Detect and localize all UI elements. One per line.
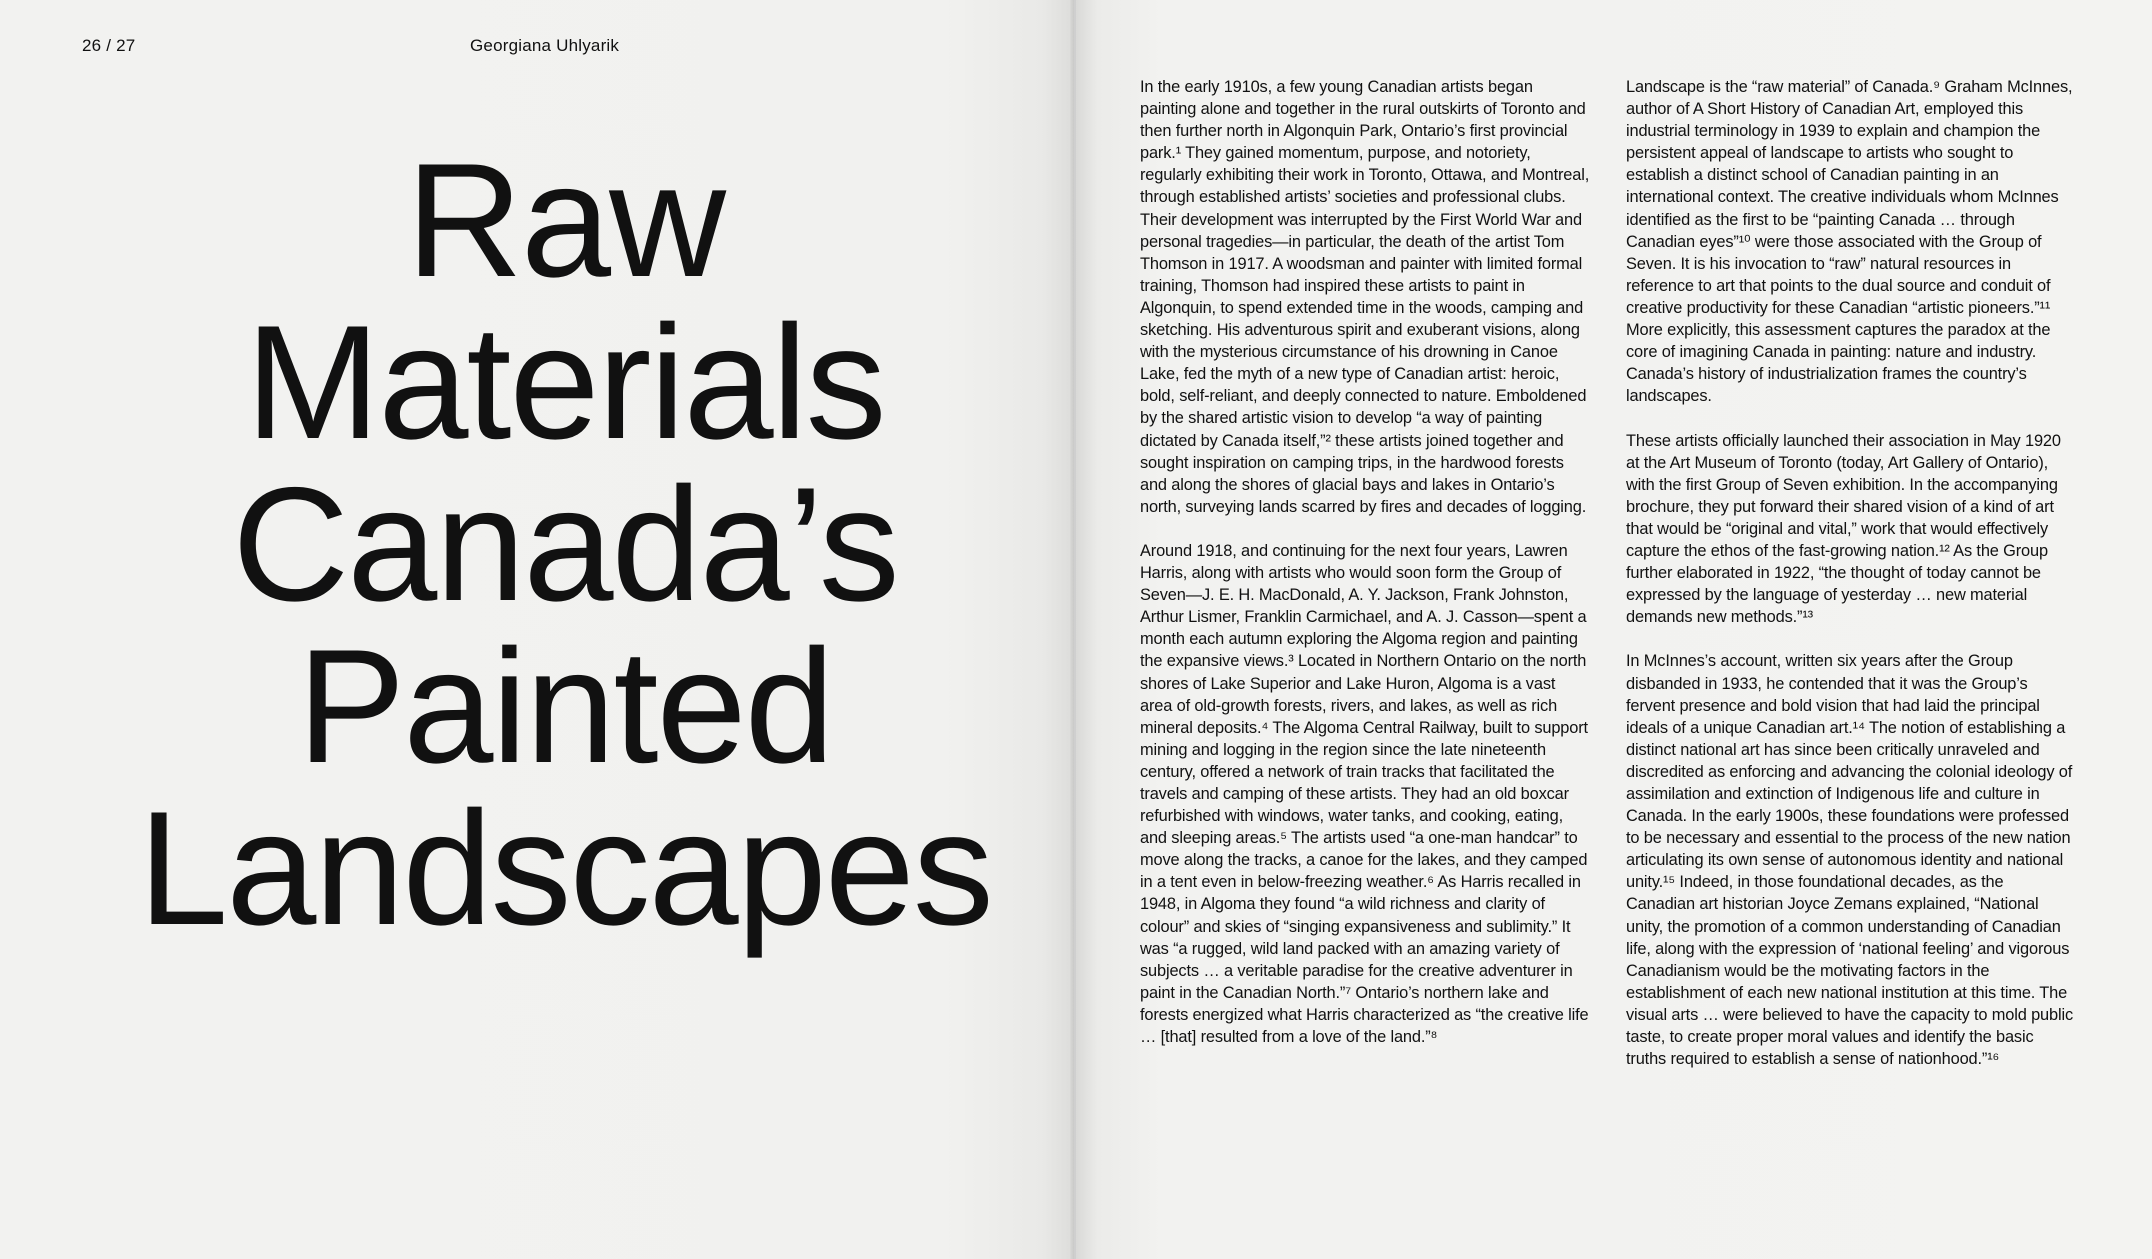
body-paragraph: These artists officially launched their association in May 1920 at the Art Museum of Toronto (today, Art Gallery of Ontario), with the first Group of Seven exhibition. In the accompanying brochure, they put forward their shared vision of a kind of art that would be “original and vital,” work that would effectively capture the ethos of the fast-growing nation.¹² As the Group further elaborated in 1922, “the thought of today cannot be expressed by the language of yesterday … new material demands new methods.”¹³ — [1626, 431, 2061, 627]
article-title — [70, 130, 1060, 959]
title-line: Raw — [405, 130, 725, 311]
title-line: Painted — [297, 616, 833, 797]
text-column-left — [1140, 76, 1590, 1048]
author-running-head: Georgiana Uhlyarik — [470, 36, 620, 55]
title-line: Landscapes — [138, 778, 992, 959]
body-paragraph: Around 1918, and continuing for the next four years, Lawren Harris, along with artists who would soon form the Group of Seven—J. E. H. MacDonald, A. Y. Jackson, Frank Johnston, Arthur Lismer, Franklin Carmichael, and A. J. Casson—spent a month each autumn exploring the Algoma region and painting the expansive views.³ Located in Northern Ontario on the north shores of Lake Superior and Lake Huron, Algoma is a vast area of old-growth forests, rivers, and lakes, as well as rich mineral deposits.⁴ The Algoma Central Railway, built to support mining and logging in the region since the late nineteenth century, offered a network of train tracks that facilitated the travels and camping of these artists. They had an old boxcar refurbished with windows, water tanks, and cooking, eating, and sleeping areas.⁵ The artists used “a one-man handcar” to move along the tracks, a canoe for the lakes, and they camped in a tent even in below-freezing weather.⁶ As Harris recalled in 1948, in Algoma they found “a wild richness and clarity of colour” and skies of “singing expansiveness and sublimity.” It was “a rugged, wild land packed with an amazing variety of subjects … a veritable paradise for the creative adventurer in paint in the Canadian North.”⁷ Ontario’s northern lake and forests energized what Harris characterized as “the creative life … [that] resulted from a love of the land.”⁸ — [1140, 541, 1589, 1047]
title-line: Canada’s — [232, 454, 898, 635]
left-page — [0, 0, 1074, 1259]
body-paragraph: In the early 1910s, a few young Canadian artists began painting alone and together in the rural outskirts of Toronto and then further north in Algonquin Park, Ontario’s first provincial park.¹ They gained momentum, purpose, and notoriety, regularly exhibiting their work in Toronto, Ottawa, and Montreal, through established artists’ societies and professional clubs. Their development was interrupted by the First World War and personal tragedies—in particular, the death of the artist Tom Thomson in 1917. A woodsman and painter with limited formal training, Thomson had inspired these artists to paint in Algonquin, to spend extended time in the woods, camping and sketching. His adventurous spirit and exuberant visions, along with the mysterious circumstance of his drowning in Canoe Lake, fed the myth of a new type of Canadian artist: heroic, bold, self-reliant, and deeply connected to nature. Emboldened by the shared artistic vision to develop “a way of painting dictated by Canada itself,”² these artists joined together and sought inspiration on camping trips, in the hardwood forests and along the shores of glacial bays and lakes in Ontario’s north, surveying lands scarred by fires and decades of logging. — [1140, 78, 1590, 516]
body-paragraph: In McInnes’s account, written six years after the Group disbanded in 1933, he contended that it was the Group’s fervent presence and bold vision that had laid the principal ideals of a unique Canadian art.¹⁴ The notion of establishing a distinct national art has since been critically unraveled and discredited as enforcing and advancing the colonial ideology of assimilation and extinction of Indigenous life and culture in Canada. In the early 1900s, these foundations were professed to be necessary and essential to the process of the new nation articulating its own sense of autonomous identity and national unity.¹⁵ Indeed, in those foundational decades, as the Canadian art historian Joyce Zemans explained, “National unity, the promotion of a common understanding of Canadian life, along with the expression of ‘national feeling’ and vigorous Canadianism would be the motivating factors in the establishment of each new national institution at this time. The visual arts … were believed to have the capacity to mold public taste, to create proper moral values and identify the basic truths required to establish a sense of nationhood.”¹⁶ — [1626, 652, 2073, 1069]
body-paragraph: Landscape is the “raw material” of Canada.⁹ Graham McInnes, author of A Short History of Canadian Art, employed this industrial terminology in 1939 to explain and champion the persistent appeal of landscape to artists who sought to establish a distinct school of Canadian painting in an international context. The creative individuals whom McInnes identified as the first to be “painting Canada … through Canadian eyes”¹⁰ were those associated with the Group of Seven. It is his invocation to “raw” natural resources in reference to art that points to the dual source and conduit of creative productivity for these Canadian “artistic pioneers.”¹¹ More explicitly, this assessment captures the paradox at the core of imagining Canada in painting: nature and industry. Canada’s history of industrialization frames the country’s landscapes. — [1626, 78, 2073, 406]
title-line: Materials — [245, 292, 885, 473]
page-numbers: 26 / 27 — [82, 36, 136, 55]
text-column-right — [1626, 76, 2076, 1070]
